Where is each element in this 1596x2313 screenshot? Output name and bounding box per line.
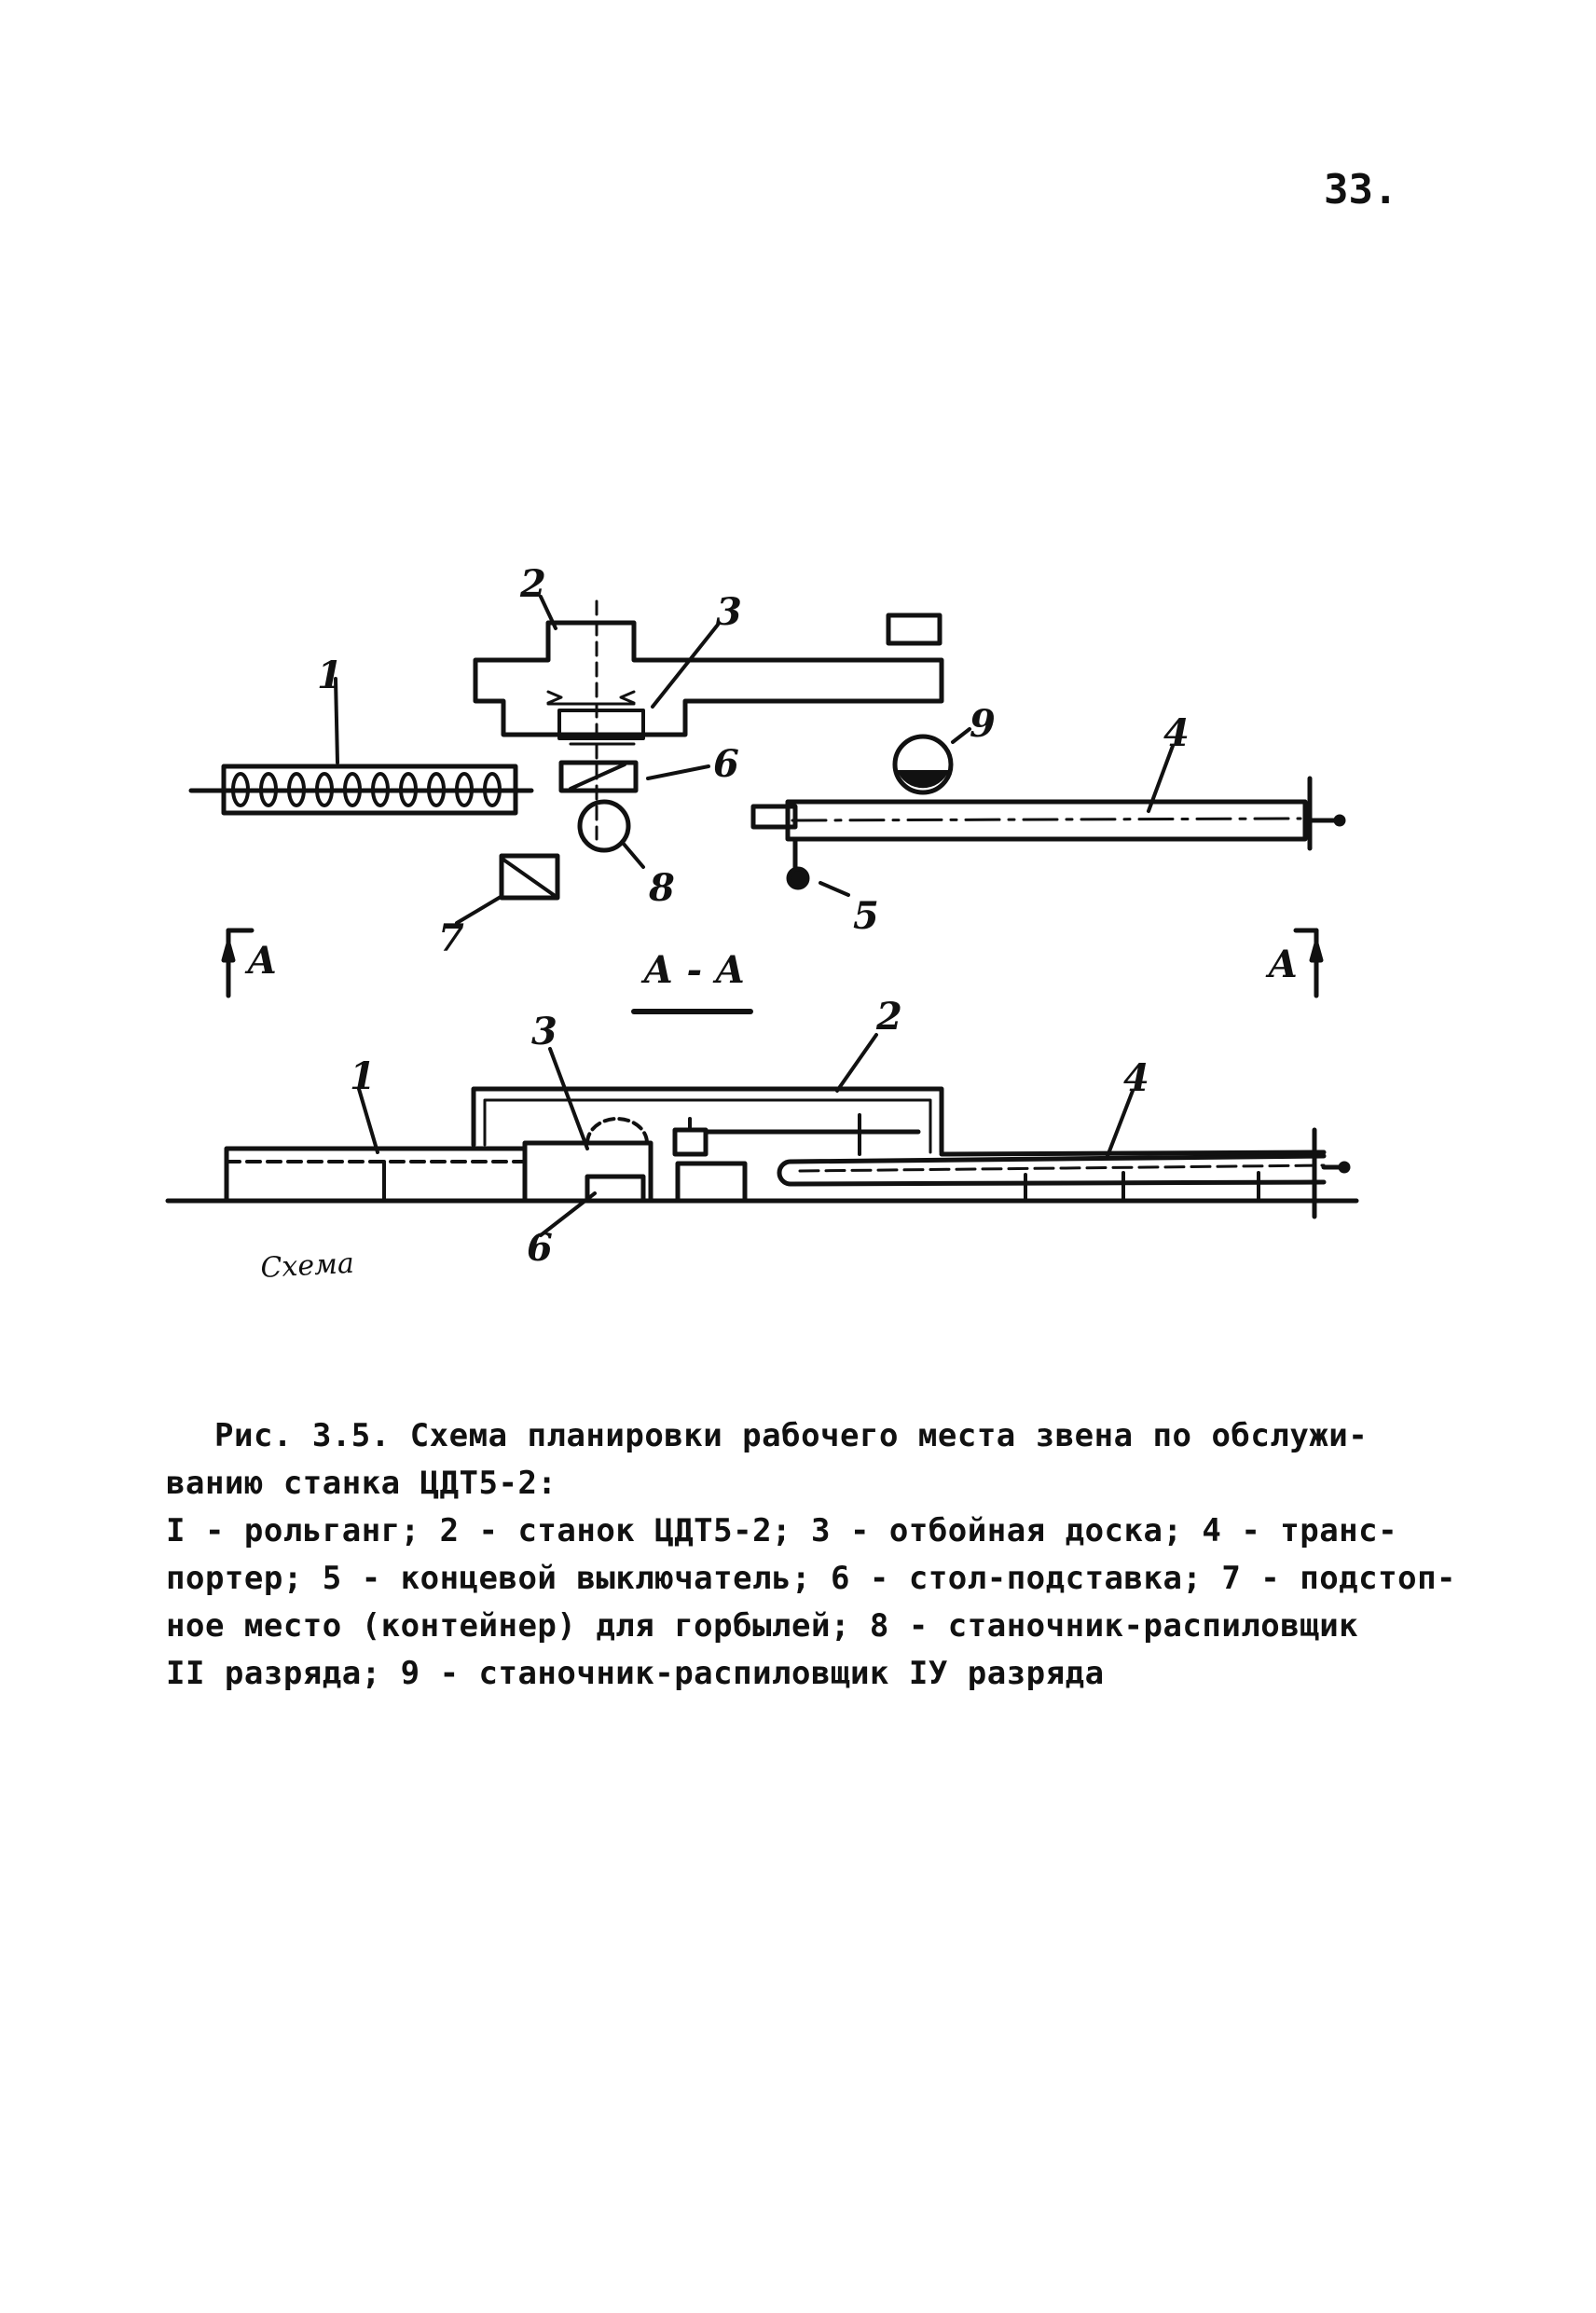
control-panel-rect [888, 615, 940, 643]
transporter-elevation [779, 1130, 1348, 1217]
figure-caption [166, 1412, 1512, 1698]
callout-3-elevation: 3 [531, 1010, 557, 1053]
section-title: А - А [643, 948, 746, 992]
callout-9-plan: 9 [970, 702, 996, 746]
caption-title-line-2: ванию станка ЦДТ5-2: [166, 1465, 557, 1502]
roller-conveyor-plan [191, 766, 531, 813]
section-label-right: А [1268, 943, 1299, 986]
limit-switch [789, 839, 807, 888]
bump-board-plan [559, 710, 643, 744]
page-number: 33. [1324, 166, 1398, 213]
callout-4-plan: 4 [1163, 711, 1190, 755]
callout-2-plan: 2 [520, 562, 546, 606]
caption-title-line-1: Рис. 3.5. Схема планировки рабочего места звена по обслужи- [214, 1417, 1369, 1454]
callout-1-elevation: 1 [350, 1054, 376, 1098]
callout-1-plan: 1 [317, 654, 343, 697]
callout-6-elevation: 6 [527, 1226, 553, 1270]
caption-legend-line-4: II разряда; 9 - станочник-распиловщик IУ разряда [166, 1655, 1105, 1692]
callout-8-plan: 8 [649, 866, 675, 910]
support-table-elevation [587, 1177, 643, 1201]
caption-legend-line-2: портер; 5 - концевой выключатель; 6 - стол-подставка; 7 - подстоп- [166, 1560, 1457, 1597]
callout-4-elevation: 4 [1123, 1056, 1149, 1100]
plan-leaders [336, 597, 1173, 923]
carriage-rail [675, 1115, 918, 1201]
caption-legend-line-1: I - рольганг; 2 - станок ЦДТ5-2; 3 - отбойная доска; 4 - транс- [166, 1512, 1398, 1549]
callout-7-plan: 7 [438, 916, 464, 960]
callout-3-plan: 3 [716, 590, 742, 634]
operator-grade-4 [895, 737, 951, 792]
transporter-plan [753, 778, 1343, 848]
callout-6-plan: 6 [713, 742, 739, 786]
caption-legend-line-3: ное место (контейнер) для горбылей; 8 - станочник-распиловщик [166, 1607, 1359, 1645]
callout-5-plan: 5 [853, 894, 879, 938]
support-table-plan [561, 763, 636, 791]
handwritten-note: Схема [259, 1246, 355, 1285]
roller-conveyor-elevation [227, 1149, 525, 1201]
section-label-left: А [247, 939, 278, 983]
section-marker-right [1296, 930, 1321, 996]
slab-container [502, 856, 557, 898]
callout-2-elevation: 2 [876, 995, 902, 1039]
